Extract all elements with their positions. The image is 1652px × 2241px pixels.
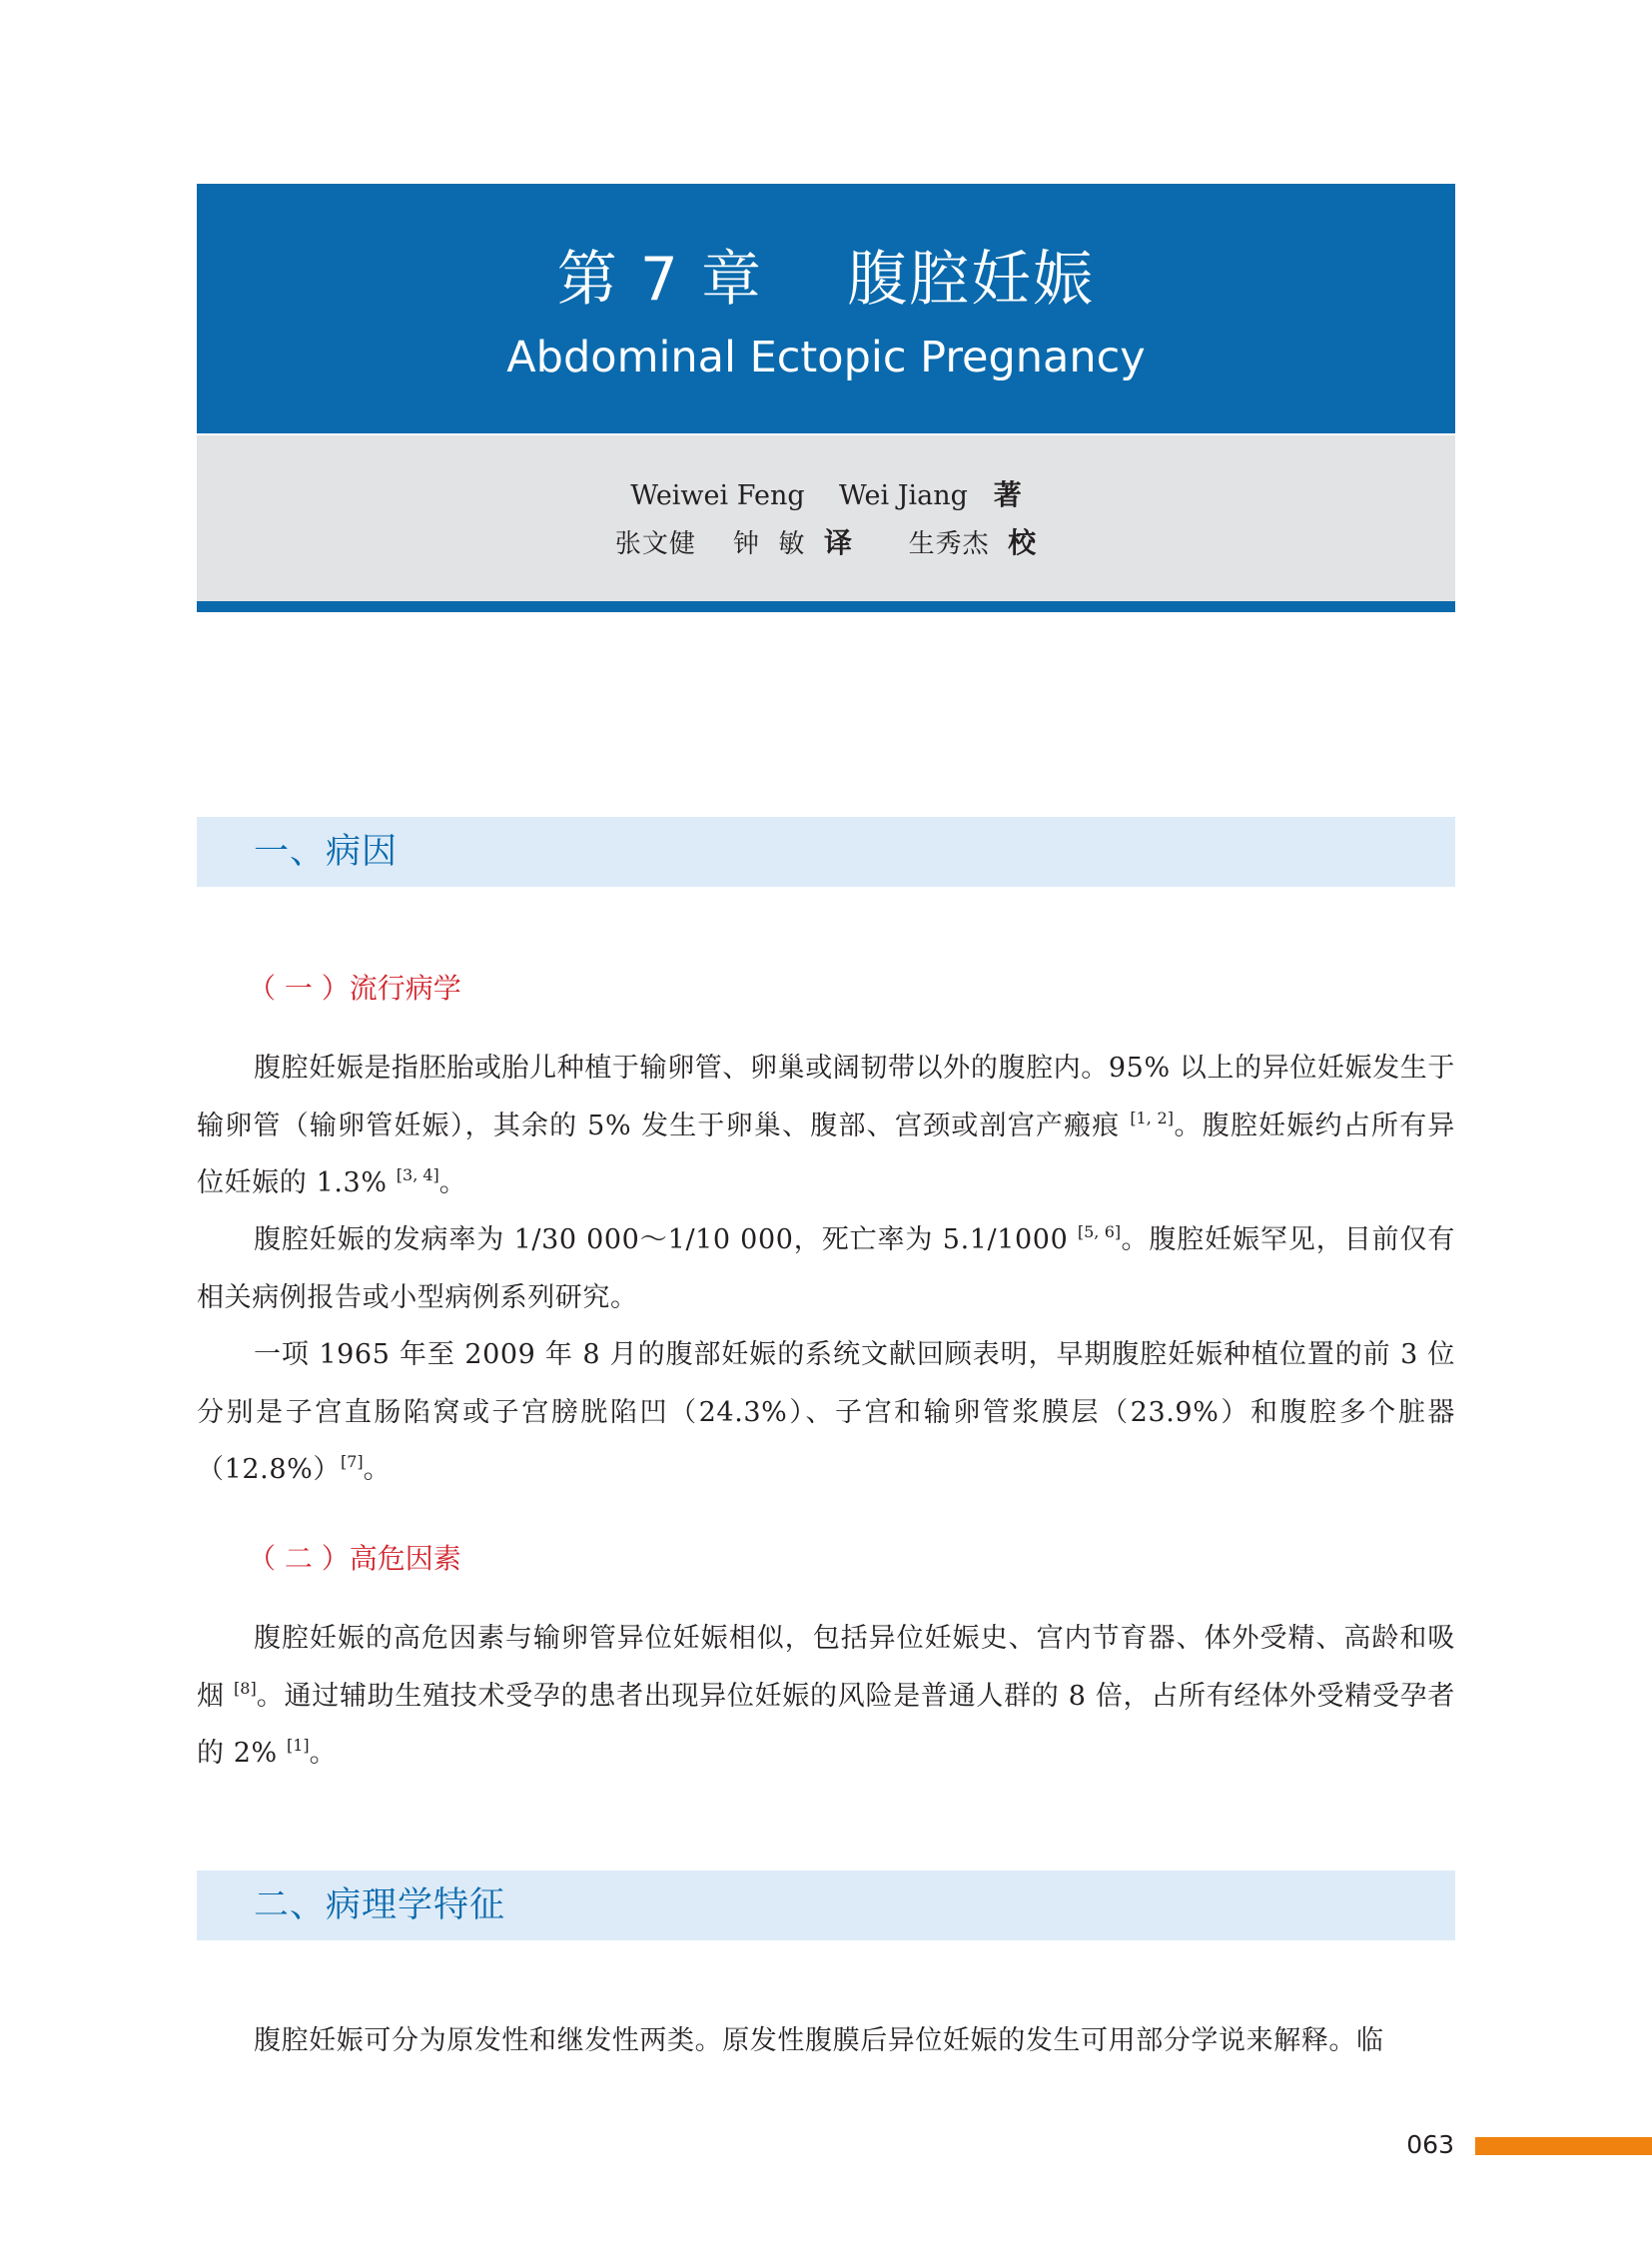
citation: [8] — [234, 1678, 257, 1698]
citation: [1] — [287, 1736, 310, 1755]
author-names: Weiwei Feng Wei Jiang — [630, 480, 968, 511]
paragraph: 腹腔妊娠是指胚胎或胎儿种植于输卵管、卵巢或阔韧带以外的腹腔内。95% 以上的异位妊娠发生于输卵管（输卵管妊娠），其余的 5% 发生于卵巢、腹部、宫颈或剖宫产瘢痕 [1, 2]。腹腔妊娠约占所有异位妊娠的 1.3% [3, 4]。 — [197, 1053, 1456, 1198]
subsection-title: （ 二 ）高危因素 — [248, 1542, 461, 1575]
chapter-title: 第 7 章 腹腔妊娠 — [556, 245, 1096, 315]
citation: [1, 2] — [1130, 1108, 1174, 1127]
section-title: 一、病因 — [254, 832, 399, 872]
chapter-subtitle: Abdominal Ectopic Pregnancy — [506, 333, 1146, 382]
subsection-title: （ 一 ）流行病学 — [248, 972, 461, 1005]
section-title: 二、病理学特征 — [254, 1885, 506, 1925]
translator-line — [197, 523, 1455, 564]
author-line — [197, 475, 1455, 516]
page-accent-bar — [1475, 2137, 1652, 2155]
page-number: 063 — [1406, 2130, 1454, 2159]
author-role: 著 — [993, 478, 1022, 511]
paragraph: 腹腔妊娠的高危因素与输卵管异位妊娠相似，包括异位妊娠史、宫内节育器、体外受精、高龄和吸烟 [8]。通过辅助生殖技术受孕的患者出现异位妊娠的风险是普通人群的 8 倍，占所有经体外受精受孕者的 2% [1]。 — [197, 1623, 1455, 1769]
translator-names: 张文健 钟 敏 — [614, 529, 806, 559]
paragraph: 腹腔妊娠的发病率为 1/30 000～1/10 000，死亡率为 5.1/1000 [5, 6]。腹腔妊娠罕见，目前仅有相关病例报告或小型病例系列研究。 — [197, 1222, 1455, 1313]
citation: [5, 6] — [1077, 1222, 1122, 1241]
author-box-underline — [197, 601, 1455, 612]
citation: [7] — [340, 1452, 364, 1471]
citation: [3, 4] — [396, 1165, 439, 1184]
translator-role: 译 — [823, 526, 853, 559]
paragraph: 腹腔妊娠可分为原发性和继发性两类。原发性腹膜后异位妊娠的发生可用部分学说来解释。临 — [254, 2025, 1384, 2056]
reviewer-name: 生秀杰 — [908, 529, 990, 559]
paragraph: 一项 1965 年至 2009 年 8 月的腹部妊娠的系统文献回顾表明，早期腹腔妊娠种植位置的前 3 位分别是子宫直肠陷窝或子宫膀胱陷凹（24.3%）、子宫和输卵管浆膜层（23.9%）和腹腔多个脏器（12.8%）[7]。 — [197, 1339, 1455, 1485]
reviewer-role: 校 — [1008, 526, 1038, 559]
author-box — [197, 435, 1455, 601]
